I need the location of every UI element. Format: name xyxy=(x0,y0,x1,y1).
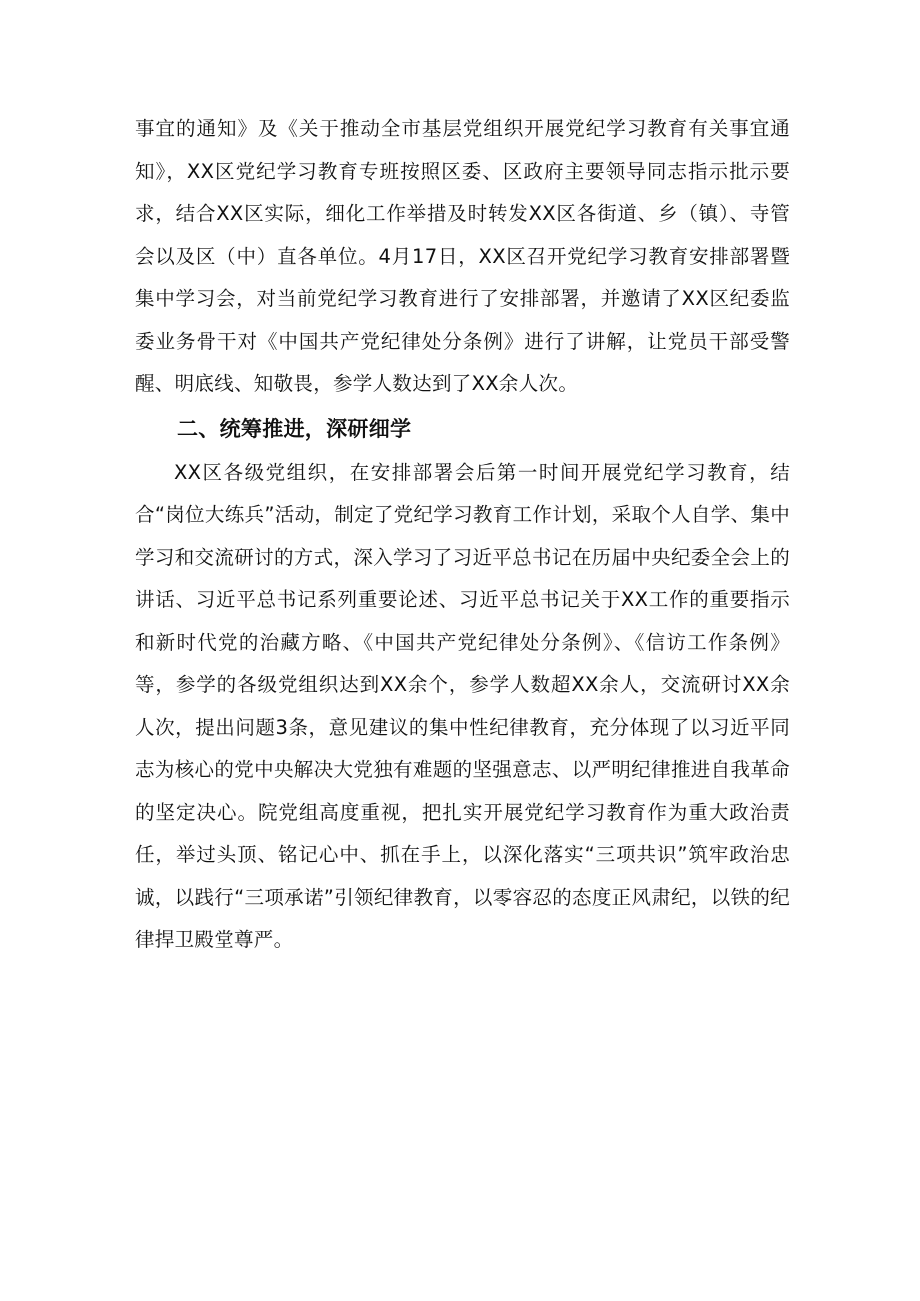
paragraph-continuation: 事宜的通知》及《关于推动全市基层党组织开展党纪学习教育有关事宜通知》，XX区党纪学习教育专班按照区委、区政府主要领导同志指示批示要求，结合XX区实际，细化工作举措及时转发XX区各街道、乡（镇）、寺管会以及区（中）直各单位。4月17日，XX区召开党纪学习教育安排部署暨集中学习会，对当前党纪学习教育进行了安排部署，并邀请了XX区纪委监委业务骨干对《中国共产党纪律处分条例》进行了讲解，让党员干部受警醒、明底线、知敬畏，参学人数达到了XX余人次。 xyxy=(135,117,790,395)
section-heading: 二、统筹推进，深研细学 xyxy=(177,416,412,441)
paragraph-body: XX区各级党组织，在安排部署会后第一时间开展党纪学习教育，结合“岗位大练兵”活动，制定了党纪学习教育工作计划，采取个人自学、集中学习和交流研讨的方式，深入学习了习近平总书记在历届中央纪委全会上的讲话、习近平总书记系列重要论述、习近平总书记关于XX工作的重要指示和新时代党的治藏方略、《中国共产党纪律处分条例》、《信访工作条例》等，参学的各级党组织达到XX余个，参学人数超XX余人，交流研讨XX余人次，提出问题3条，意见建议的集中性纪律教育，充分体现了以习近平同志为核心的党中央解决大党独有难题的坚强意志、以严明纪律推进自我革命的坚定决心。院党组高度重视，把扎实开展党纪学习教育作为重大政治责任，举过头顶、铭记心中、抓在手上，以深化落实“三项共识”筑牢政治忠诚，以践行“三项承诺”引领纪律教育，以零容忍的态度正风肃纪，以铁的纪律捍卫殿堂尊严。 xyxy=(135,460,790,951)
document-body xyxy=(135,108,790,962)
